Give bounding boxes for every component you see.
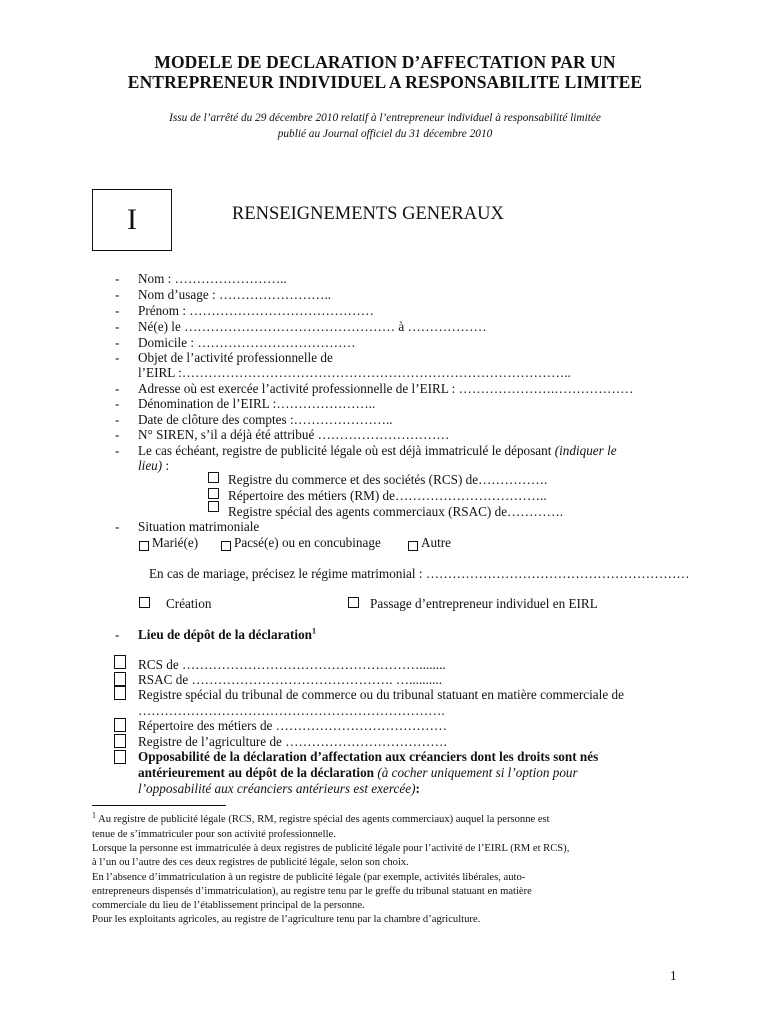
checkbox-passage-eirl[interactable] (348, 597, 359, 608)
document-title-line2: ENTREPRENEUR INDIVIDUEL A RESPONSABILITE LIMITEE (127, 72, 643, 92)
registre-rcs-label: Registre du commerce et des sociétés (RCS) de……………. (228, 472, 548, 487)
footnote-line: commerciale du lieu de l’établissement principal de la personne. (92, 900, 365, 911)
depot-registre-special-label: Registre spécial du tribunal de commerce ou du tribunal statuant en matière commerciale de (138, 687, 624, 702)
opposabilite-label-line1: Opposabilité de la déclaration d’affectation aux créanciers dont les droits sont nés (138, 749, 599, 764)
subtitle-line1: Issu de l’arrêté du 29 décembre 2010 relatif à l’entrepreneur individuel à responsabilité limitée (169, 112, 601, 124)
checkbox-marie[interactable] (139, 541, 149, 551)
checkbox-autre[interactable] (408, 541, 418, 551)
depot-repertoire-label: Répertoire des métiers de ………………………………… (138, 718, 448, 733)
footnote-line: tenue de s’immatriculer pour son activité professionnelle. (92, 829, 336, 840)
situation-label: Situation matrimoniale (138, 519, 260, 534)
option-autre-label: Autre (421, 535, 452, 550)
passage-eirl-label: Passage d’entrepreneur individuel en EIRL (370, 596, 598, 611)
subtitle-line2: publié au Journal officiel du 31 décembre 2010 (277, 128, 493, 140)
field-registre-label (138, 443, 617, 459)
depot-agriculture-label: Registre de l’agriculture de ………………………………. (138, 734, 447, 749)
section-title: RENSEIGNEMENTS GENERAUX (232, 204, 504, 224)
lieu-depot-heading: Lieu de dépôt de la déclaration$^1$ (138, 626, 317, 642)
field-adresse[interactable]: Adresse où est exercée l’activité professionnelle de l’EIRL : ………………….……………… (138, 381, 634, 396)
checkbox-depot-rcs[interactable] (114, 655, 126, 669)
checkbox-opposabilite[interactable] (114, 750, 126, 764)
registre-label-hint: (indiquer le (554, 443, 617, 458)
field-nom-usage[interactable]: Nom d’usage : …………………….. (138, 287, 332, 302)
field-regime-matrimonial[interactable]: En cas de mariage, précisez le régime matrimonial : …………………………………………………… (149, 566, 690, 581)
footnote-ref: 1 (312, 626, 317, 636)
checkbox-depot-agriculture[interactable] (114, 734, 126, 748)
field-registre-label-cont: lieu) : (138, 458, 170, 473)
field-domicile[interactable]: Domicile : ……………………………… (138, 335, 356, 350)
field-prenom[interactable]: Prénom : …………………………………… (138, 303, 374, 318)
checkbox-registre-rcs[interactable] (208, 472, 219, 483)
checkbox-depot-rsac[interactable] (114, 672, 126, 686)
registre-label-text: Le cas échéant, registre de publicité légale où est déjà immatriculé le déposant (138, 443, 552, 458)
field-naissance[interactable]: Né(e) le ………………………………………… à ……………… (138, 319, 487, 334)
checkbox-depot-registre-special[interactable] (114, 686, 126, 700)
checkbox-registre-rm[interactable] (208, 488, 219, 499)
footnote-line: Pour les exploitants agricoles, au registre de l’agriculture tenu par la chambre d’agriculture. (92, 914, 481, 925)
field-siren[interactable]: N° SIREN, s’il a déjà été attribué ………………………… (138, 427, 450, 442)
registre-rm-label: Répertoire des métiers (RM) de…………………………….. (228, 488, 547, 503)
footnote-line: entrepreneurs dispensés d’immatriculation), au registre tenu par le greffe du tribunal statuant en matière (92, 886, 532, 897)
checkbox-creation[interactable] (139, 597, 150, 608)
field-objet-label: Objet de l’activité professionnelle de (138, 350, 333, 365)
depot-rcs-label: RCS de ………………………………………………........ (138, 657, 446, 672)
footnote-separator (92, 805, 226, 806)
footnote-line: Lorsque la personne est immatriculée à deux registres de publicité légale pour l’activité de l’EIRL (RM et RCS), (92, 843, 570, 854)
option-marie-label: Marié(e) (152, 535, 199, 550)
creation-label: Création (166, 596, 212, 611)
field-date-cloture[interactable]: Date de clôture des comptes :………………….. (138, 412, 393, 427)
field-objet[interactable]: l’EIRL :…………………………………………………………………………….. (138, 365, 571, 380)
registre-rsac-label: Registre spécial des agents commerciaux (RSAC) de…………. (228, 504, 564, 519)
footnote-line: En l’absence d’immatriculation à un registre de publicité légale (par exemple, activités libérales, auto- (92, 872, 526, 883)
opposabilite-label-line2: antérieurement au dépôt de la déclaration (à cocher uniquement si l’option pour (138, 765, 578, 780)
section-number-box: I (92, 189, 172, 251)
document-title-line1: MODELE DE DECLARATION D’AFFECTATION PAR UN (154, 52, 616, 72)
checkbox-registre-rsac[interactable] (208, 501, 219, 512)
footnote-line: à l’un ou l’autre des ces deux registres de publicité légale, selon son choix. (92, 857, 409, 868)
field-nom[interactable]: Nom : …………………….. (138, 271, 287, 286)
footnote-line: $^1$ Au registre de publicité légale (RCS, RM, registre spécial des agents commerciaux) auquel la personne est (92, 810, 550, 825)
field-denomination[interactable]: Dénomination de l’EIRL :………………….. (138, 396, 376, 411)
depot-rsac-label: RSAC de ………………………………………. ….......... (138, 672, 443, 687)
page-number: 1 (670, 968, 677, 983)
checkbox-pacse[interactable] (221, 541, 231, 551)
depot-registre-special-field[interactable]: ……………………………………………………………. (138, 703, 445, 718)
option-pacse-label: Pacsé(e) ou en concubinage (234, 535, 381, 550)
opposabilite-label-line3: l’opposabilité aux créanciers antérieurs est exercée): (138, 781, 420, 796)
checkbox-depot-repertoire[interactable] (114, 718, 126, 732)
